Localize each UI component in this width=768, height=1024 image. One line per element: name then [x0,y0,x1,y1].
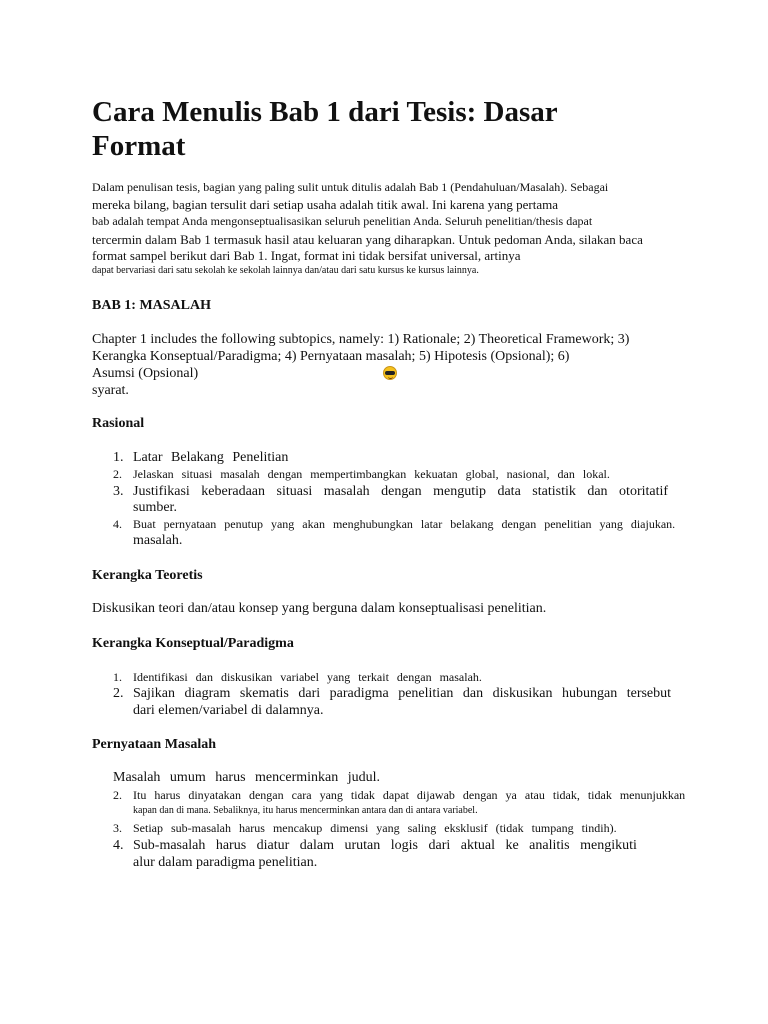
list-text: Setiap sub-masalah harus mencakup dimensi yang saling eksklusif (tidak tumpang tindih). [133,821,617,835]
sunglasses-emoji-icon [383,366,397,380]
list-text: Sub-masalah harus diatur dalam urutan logis dari aktual ke analitis mengikuti [133,838,637,853]
list-number: 4. [113,838,124,853]
bab1-line-3: Asumsi (Opsional) [92,366,199,381]
teoretis-heading: Kerangka Teoretis [92,568,203,583]
list-number: 1. [113,670,122,684]
list-text: Justifikasi keberadaan situasi masalah dengan mengutip data statistik dan otoritatif [133,484,669,499]
list-number: 2. [113,686,124,701]
list-text: Latar Belakang Penelitian [133,450,289,465]
intro-line-6: dapat bervariasi dari satu sekolah ke sekolah lainnya dan/atau dari satu kursus ke kursus lainnya. [92,265,479,276]
intro-line-4: tercermin dalam Bab 1 termasuk hasil atau keluaran yang diharapkan. Untuk pedoman Anda, silakan baca [92,232,643,247]
intro-line-1: Dalam penulisan tesis, bagian yang paling sulit untuk ditulis adalah Bab 1 (Pendahuluan/Masalah). Sebagai [92,180,609,194]
bab1-heading: BAB 1: MASALAH [92,298,212,313]
bab1-line-2: Kerangka Konseptual/Paradigma; 4) Pernyataan masalah; 5) Hipotesis (Opsional); 6) [92,349,570,364]
list-text-cont: alur dalam paradigma penelitian. [133,855,318,870]
list-text-cont: masalah. [133,533,183,548]
konseptual-heading: Kerangka Konseptual/Paradigma [92,636,294,651]
bab1-line-1: Chapter 1 includes the following subtopics, namely: 1) Rationale; 2) Theoretical Framework; 3) [92,332,630,347]
list-number: 4. [113,517,122,531]
list-number: 1. [113,450,124,465]
list-text: Sajikan diagram skematis dari paradigma penelitian dan diskusikan hubungan tersebut [133,686,672,701]
list-number: 3. [113,484,124,499]
page-title-line-1: Cara Menulis Bab 1 dari Tesis: Dasar [92,96,558,128]
bab1-line-4: syarat. [92,383,129,398]
list-text-cont: dari elemen/variabel di dalamnya. [133,703,324,718]
page-title-line-2: Format [92,130,186,162]
list-number: 3. [113,821,122,835]
list-text: Itu harus dinyatakan dengan cara yang tidak dapat dijawab dengan ya atau tidak, tidak menunjukkan [133,788,686,802]
teoretis-text: Diskusikan teori dan/atau konsep yang berguna dalam konseptualisasi penelitian. [92,601,547,616]
rasional-heading: Rasional [92,416,145,431]
list-text-cont: sumber. [133,500,177,515]
pernyataan-heading: Pernyataan Masalah [92,737,217,752]
intro-line-5: format sampel berikut dari Bab 1. Ingat, format ini tidak bersifat universal, artinya [92,248,521,263]
list-text: Masalah umum harus mencerminkan judul. [113,770,380,785]
intro-line-3: bab adalah tempat Anda mengonseptualisasikan seluruh penelitian Anda. Seluruh penelitian/thesis dapat [92,214,593,228]
list-text: Buat pernyataan penutup yang akan menghubungkan latar belakang dengan penelitian yang diajukan. [133,517,676,531]
intro-line-2: mereka bilang, bagian tersulit dari setiap usaha adalah titik awal. Ini karena yang pertama [92,197,559,212]
list-number: 2. [113,467,122,481]
list-text: Identifikasi dan diskusikan variabel yang terkait dengan masalah. [133,670,482,684]
list-text-cont: kapan dan di mana. Sebaliknya, itu harus mencerminkan antara dan di antara variabel. [133,805,478,816]
list-text: Jelaskan situasi masalah dengan mempertimbangkan kekuatan global, nasional, dan lokal. [133,467,610,481]
list-number: 2. [113,788,122,802]
